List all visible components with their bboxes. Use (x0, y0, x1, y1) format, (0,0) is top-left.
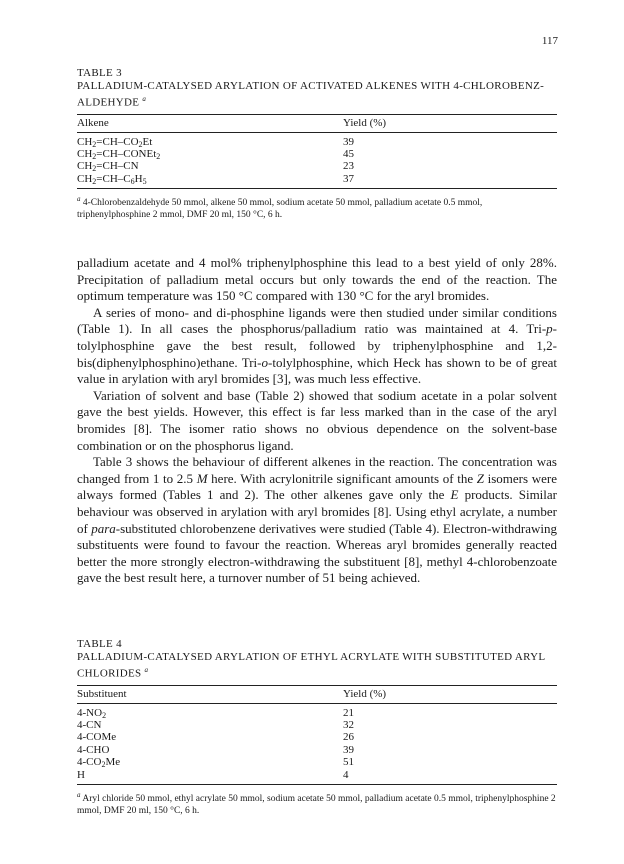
table-3 (77, 67, 557, 221)
substituent-cell: $4-CO_2Me$ (77, 756, 121, 770)
body-text (77, 255, 557, 587)
paragraph-4: Table 3 shows the behaviour of different alkenes in the reaction. The concentration was changed from 1 to 2.5 M here. With acrylonitrile significant amounts of the Z isomers were always formed (Tables 1 and 2). The other alkenes gave only the E products. Similar behaviour was observed in arylation with aryl bromides [8]. Using ethyl acrylate, a number of para-substituted chlorobenzene derivatives were studied (Table 4). Electron-withdrawing substituents were found to favour the reaction. Whereas aryl bromides generally reacted better the more strongly electron-withdrawing the substituent [8], methyl 4-chlorobenzoate gave the best result here, a turnover number of 51 being achieved. (77, 454, 558, 586)
table-row (77, 769, 557, 785)
table-3-label: TABLE 3 (77, 67, 122, 79)
substituent-cell: H (77, 768, 85, 781)
table-4 (77, 638, 557, 817)
alkene-cell: $CH_2=CH-CONEt_2$ (77, 148, 161, 162)
table-4-label: TABLE 4 (77, 638, 122, 650)
table-row (77, 160, 557, 172)
table-3-caption-mark: a (142, 95, 147, 103)
yield-cell: 4 (343, 768, 349, 781)
table-4-header-row (77, 685, 557, 703)
substituent-cell: $4-NO_2$ (77, 706, 107, 720)
paragraph-3: Variation of solvent and base (Table 2) showed that sodium acetate in a polar solvent gave the best yields. However, this effect is far less marked than in the case of the aryl bromides [8]. The isomer ratio shows no obvious dependence on the solvent-base combination or on the phosphorus ligand. (77, 387, 557, 453)
alkene-cell: $CH_2=CH-C_6H_5$ (77, 172, 147, 186)
table-3-footnote: $^a$ 4-Chlorobenzaldehyde 50 mmol, alkene 50 mmol, sodium acetate 50 mmol, palladium acetate 0.5 mmol, triphenylphosphine 2 mmol, DMF 20 ml, 150 °C, 6 h. (77, 195, 483, 221)
page-number: 117 (541, 35, 558, 47)
table-4-grid (77, 685, 557, 785)
yield-cell: 23 (343, 160, 354, 173)
table-3-header-yield: Yield (%) (343, 116, 387, 129)
table-3-header-row (77, 114, 557, 132)
table-row (77, 173, 557, 189)
alkene-cell: $CH_2=CH-CO_2Et$ (77, 135, 153, 149)
yield-cell: 26 (343, 731, 354, 744)
table-4-caption: PALLADIUM-CATALYSED ARYLATION OF ETHYL ACRYLATE WITH SUBSTITUTED ARYL CHLORIDES $^a$ (77, 651, 545, 680)
paragraph-2: A series of mono- and di-phosphine ligands were then studied under similar conditions (Table 1). In all cases the phosphorus/palladium ratio was maintained at 4. Tri-p-tolylphosphine gave the best result, followed by triphenylphosphine and 1,2-bis(diphenylphosphino)ethane. Tri-o-tolylphosphine, which Heck has shown to be of great value in arylation with aryl bromides [3], was much less effective. (77, 304, 557, 387)
table-3-grid (77, 114, 557, 190)
substituent-cell: 4-CN (77, 719, 102, 732)
substituent-cell: 4-COMe (77, 731, 117, 744)
table-row (77, 719, 557, 731)
table-row (77, 703, 557, 719)
yield-cell: 37 (343, 172, 354, 185)
yield-cell: 21 (343, 706, 354, 719)
yield-cell: 39 (343, 743, 354, 756)
substituent-cell: 4-CHO (77, 743, 110, 756)
table-4-header-substituent: Substituent (77, 687, 127, 700)
table-4-footnote: $^a$ Aryl chloride 50 mmol, ethyl acrylate 50 mmol, sodium acetate 50 mmol, palladium acetate 0.5 mmol, triphenylphosphine 2 mmol, DMF 20 ml, 150 °C, 6 h. (77, 791, 556, 817)
yield-cell: 32 (343, 719, 354, 732)
table-row (77, 132, 557, 148)
table-4-header-yield: Yield (%) (343, 687, 387, 700)
table-3-header-alkene: Alkene (77, 116, 109, 129)
table-row (77, 148, 557, 160)
table-4-caption-mark: a (144, 666, 149, 674)
paragraph-1: palladium acetate and 4 mol% triphenylphosphine this lead to a best yield of only 28%. Precipitation of palladium metal occurs but only towards the end of the reaction. The optimum temperature was 150 °C compared with 130 °C for the aryl bromides. (77, 255, 557, 304)
yield-cell: 39 (343, 135, 354, 148)
yield-cell: 51 (343, 756, 354, 769)
table-row (77, 744, 557, 756)
table-row (77, 731, 557, 743)
table-3-caption: PALLADIUM-CATALYSED ARYLATION OF ACTIVATED ALKENES WITH 4-CHLOROBENZ-ALDEHYDE $^a$ (77, 80, 545, 109)
table-row (77, 756, 557, 768)
alkene-cell: $CH_2=CH-CN$ (77, 160, 139, 174)
yield-cell: 45 (343, 148, 354, 161)
